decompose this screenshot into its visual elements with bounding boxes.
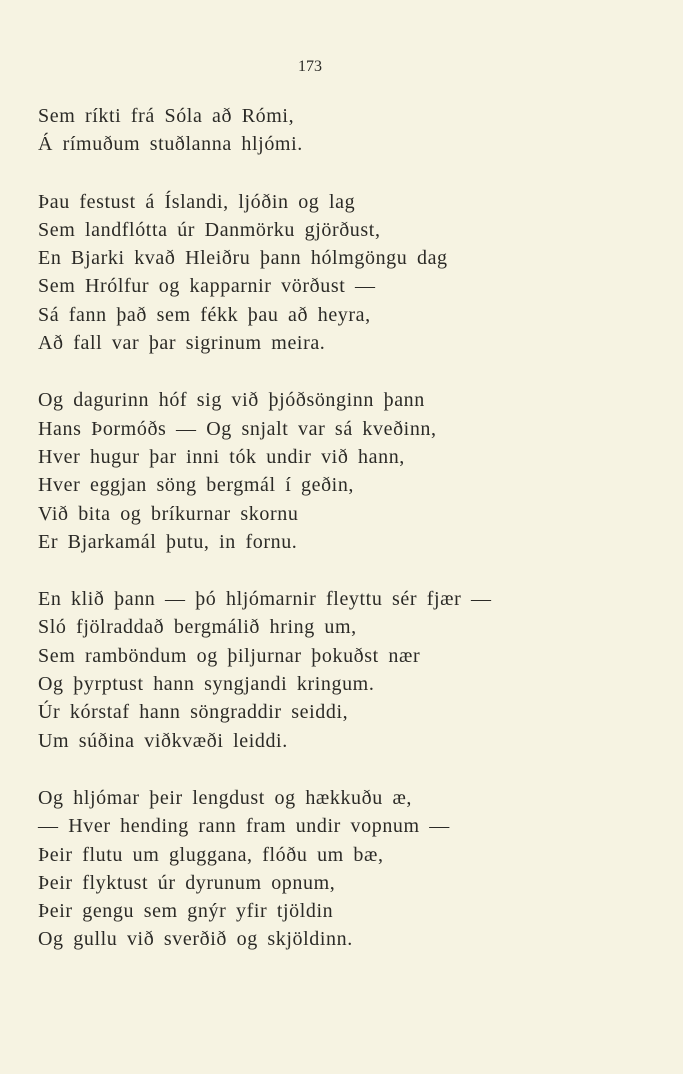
poem-line: Á rímuðum stuðlanna hljómi. — [38, 133, 303, 156]
stanza — [38, 784, 658, 954]
poem-line: Þeir flyktust úr dyrunum opnum, — [38, 871, 336, 894]
poem-line: Að fall var þar sigrinum meira. — [38, 332, 326, 355]
poem-line: Sló fjölraddað bergmálið hring um, — [38, 616, 357, 639]
page-number: 173 — [298, 58, 322, 75]
poem-line: Þeir gengu sem gnýr yfir tjöldin — [38, 900, 334, 923]
poem-line: Og hljómar þeir lengdust og hækkuðu æ, — [38, 786, 412, 809]
poem-line: Þeir flutu um gluggana, flóðu um bæ, — [38, 843, 384, 866]
poem-line: Um súðina viðkvæði leiddi. — [38, 729, 288, 752]
poem-line: Og dagurinn hóf sig við þjóðsönginn þann — [38, 389, 425, 412]
stanza — [38, 386, 658, 556]
poem-line: En Bjarki kvað Hleiðru þann hólmgöngu dag — [38, 247, 448, 270]
stanza — [38, 102, 658, 159]
poem-line: Og þyrptust hann syngjandi kringum. — [38, 673, 375, 696]
poem-line: Sem landflótta úr Danmörku gjörðust, — [38, 218, 381, 241]
poem-line: Sem Hrólfur og kapparnir vörðust — — [38, 275, 376, 298]
poem — [38, 102, 658, 983]
poem-line: Sem ramböndum og þiljurnar þokuðst nær — [38, 644, 421, 667]
poem-line: Úr kórstaf hann söngraddir seiddi, — [38, 701, 349, 724]
poem-line: — Hver hending rann fram undir vopnum — — [38, 815, 450, 838]
poem-line: Hver eggjan söng bergmál í geðin, — [38, 474, 355, 497]
poem-line: Þau festust á Íslandi, ljóðin og lag — [38, 190, 356, 213]
poem-line: Við bita og bríkurnar skornu — [38, 502, 299, 525]
stanza — [38, 188, 658, 358]
poem-line: Er Bjarkamál þutu, in fornu. — [38, 530, 298, 553]
poem-line: En klið þann — þó hljómarnir fleyttu sér fjær — — [38, 588, 492, 611]
poem-line: Sem ríkti frá Sóla að Rómi, — [38, 105, 295, 127]
stanza — [38, 585, 658, 755]
poem-line: Hver hugur þar inni tók undir við hann, — [38, 445, 405, 468]
poem-line: Og gullu við sverðið og skjöldinn. — [38, 928, 353, 951]
poem-line: Hans Þormóðs — Og snjalt var sá kveðinn, — [38, 417, 437, 440]
poem-line: Sá fann það sem fékk þau að heyra, — [38, 303, 371, 326]
